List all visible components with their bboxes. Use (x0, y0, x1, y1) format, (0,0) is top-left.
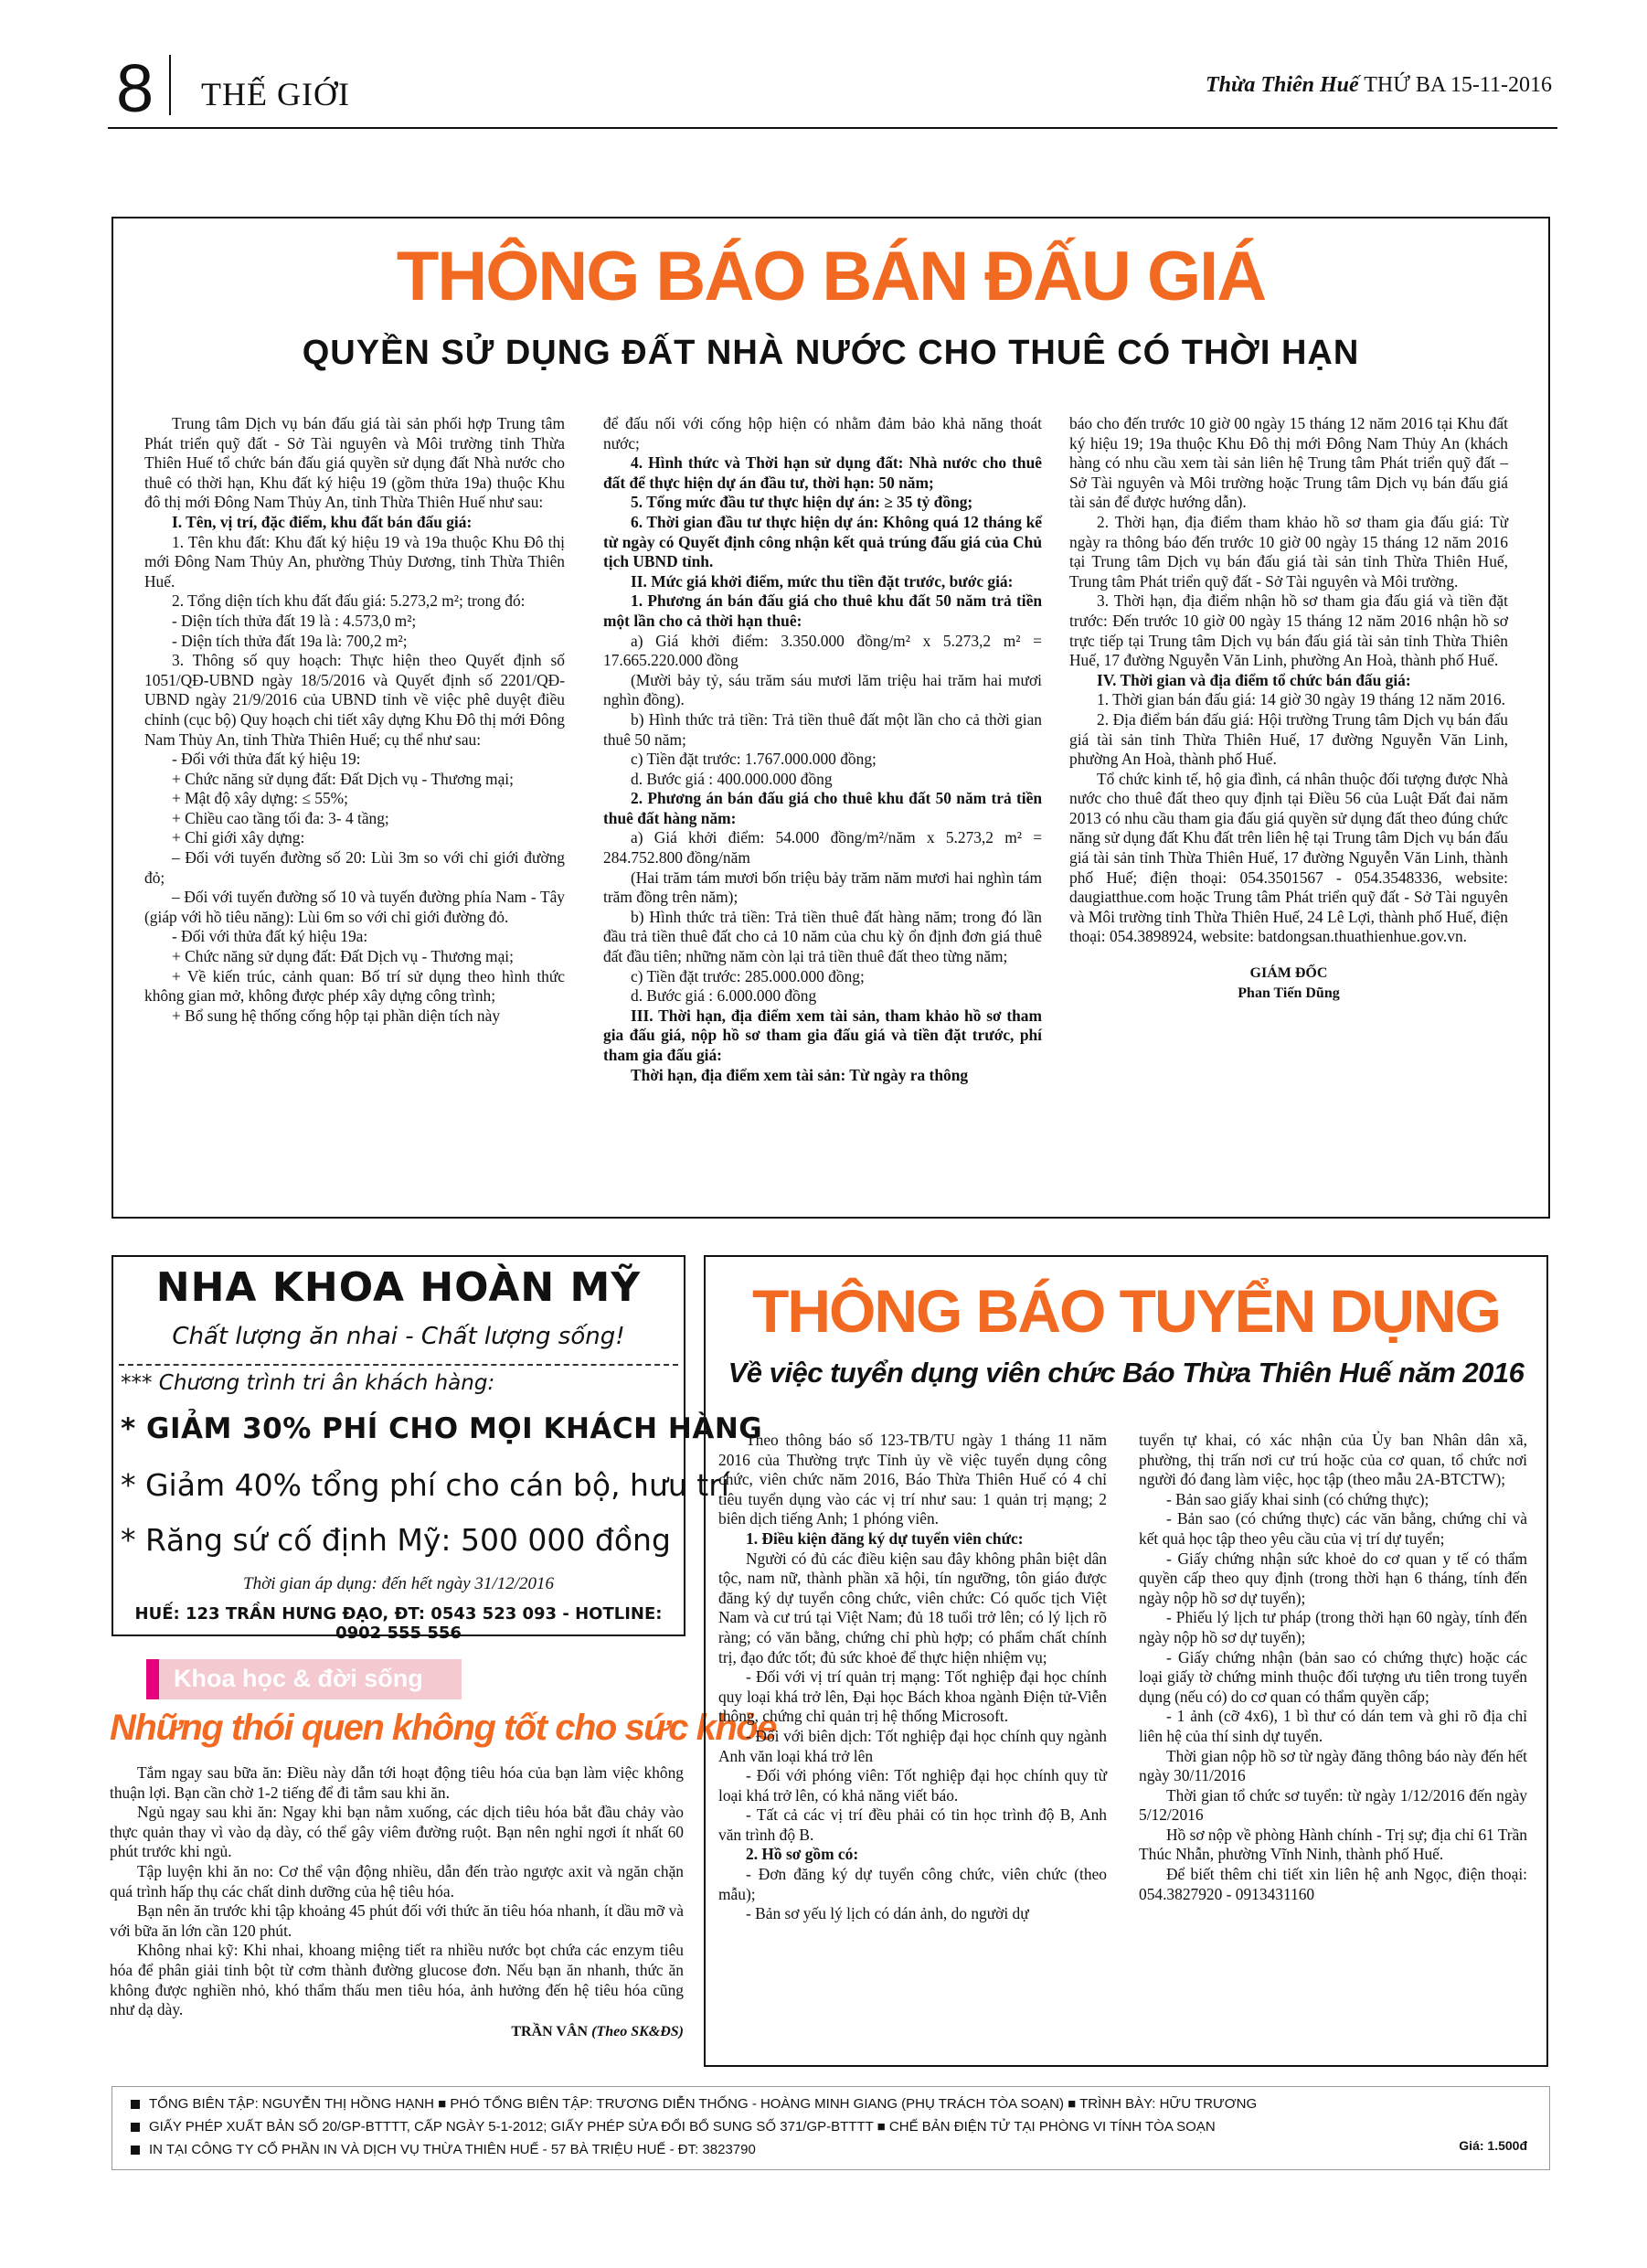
paragraph: để đấu nối với cống hộp hiện có nhằm đảm bảo khả năng thoát nước; (603, 414, 1042, 453)
paragraph: - Tất cả các vị trí đều phải có tin học trình độ B, Anh văn trình độ B. (718, 1805, 1107, 1844)
health-title: Những thói quen không tốt cho sức khỏe (110, 1708, 776, 1748)
paragraph: 5. Tổng mức đầu tư thực hiện dự án: ≥ 35 tỷ đồng; (631, 493, 973, 512)
paragraph: 6. Thời gian đầu tư thực hiện dự án: Không quá 12 tháng kể từ ngày có Quyết định công nhận kết quả trúng đấu giá của Chủ tịch UBND tỉnh. (603, 512, 1042, 571)
page-number: 8 (116, 50, 154, 126)
recruit-col-1 (718, 1431, 1107, 1924)
paragraph: (Hai trăm tám mươi bốn triệu bảy trăm năm mươi hai nghìn tám trăm đồng trên năm); (603, 868, 1042, 907)
auction-subtitle-wrap (112, 333, 1550, 373)
paragraph: 3. Thông số quy hoạch: Thực hiện theo Quyết định số 1051/QĐ-UBND ngày 18/5/2016 và Quyết định số 2201/QĐ-UBND ngày 21/9/2016 của UBND tỉnh về việc phê duyệt điều chỉnh (cục bộ) Quy hoạch chi tiết xây dựng Khu Đô thị mới Đông Nam Thủy An, tỉnh Thừa Thiên Huế; cụ thể như sau: (144, 651, 565, 749)
paragraph: Người có đủ các điều kiện sau đây không phân biệt dân tộc, nam nữ, thành phần xã hội, tín ngưỡng, tôn giáo được đăng ký dự tuyển công chức, viên chức: Có quốc tịch Việt Nam và cư trú tại Việt Nam; đủ 18 tuổi trở lên; có lý lịch rõ ràng; có văn bằng, chứng chỉ phù hợp; có phẩm chất chính trị, đạo đức tốt; đủ sức khoẻ để thực hiện nhiệm vụ; (718, 1549, 1107, 1666)
paragraph: 1. Tên khu đất: Khu đất ký hiệu 19 và 19a thuộc Khu Đô thị mới Đông Nam Thủy An, phường Thủy Dương, tỉnh Thừa Thiên Huế. (144, 532, 565, 591)
paragraph: + Bổ sung hệ thống cống hộp tại phần diện tích này (172, 1006, 501, 1025)
paragraph: + Chức năng sử dụng đất: Đất Dịch vụ - Thương mại; (172, 947, 514, 966)
tag-marker (146, 1659, 159, 1699)
paragraph: (Mười bảy tỷ, sáu trăm sáu mươi lăm triệu hai trăm hai mươi nghìn đồng). (603, 670, 1042, 709)
signature-title: GIÁM ĐỐC (1249, 965, 1328, 982)
paragraph: 2. Địa điểm bán đấu giá: Hội trường Trung tâm Dịch vụ bán đấu giá tài sản tỉnh Thừa Thiên Huế, 17 đường Nguyễn Văn Linh, phường An Hoà, thành phố Huế. (1069, 709, 1508, 769)
masthead (1206, 73, 1552, 98)
paragraph: 2. Thời hạn, địa điểm tham khảo hồ sơ tham gia đấu giá: Từ ngày ra thông báo đến trước 10 giờ 00 ngày 15 tháng 12 năm 2016 tại Trung tâm Dịch vụ bán đấu giá tài sản tỉnh Thừa Thiên Huế, Trung tâm Phát triển quỹ đất - Sở Tài nguyên và Môi trường. (1069, 512, 1508, 591)
paragraph: - Đối với thửa đất ký hiệu 19: (172, 750, 361, 769)
paragraph: - Bản sơ yếu lý lịch có dán ảnh, do người dự (746, 1904, 1029, 1923)
paragraph: báo cho đến trước 10 giờ 00 ngày 15 tháng 12 năm 2016 tại Khu đất ký hiệu 19; 19a thuộc Khu Đô thị mới Đông Nam Thủy An (khách hàng có nhu cầu xem tài sản liên hệ Trung tâm Phát triển quỹ đất – Sở Tài nguyên và Môi trường hoặc Trung tâm Dịch vụ bán đấu giá tài sản để được hướng dẫn). (1069, 414, 1508, 512)
heading: I. Tên, vị trí, đặc điểm, khu đất bán đấu giá: (172, 512, 473, 531)
health-body (110, 1763, 684, 2041)
heading: 1. Điều kiện đăng ký dự tuyển viên chức: (746, 1528, 1024, 1548)
paragraph: - Bản sao giấy khai sinh (có chứng thực); (1166, 1489, 1429, 1508)
paragraph: Tổ chức kinh tế, hộ gia đình, cá nhân thuộc đối tượng được Nhà nước cho thuê đất theo quy định tại Điều 56 của Luật Đất đai năm 2013 có nhu cầu tham gia đấu giá quyền sử dụng đất theo đúng chức năng sử dụng đất Khu đất trên liên hệ tại Trung tâm Dịch vụ bán đấu giá tài sản tỉnh Thừa Thiên Huế, 17 đường Nguyễn Văn Linh, thành phố Huế; điện thoại: 054.3501567 - 054.3548336, website: daugiatthue.com hoặc Trung tâm Phát triển quỹ đất - Sở Tài nguyên và Môi trường tỉnh Thừa Thiên Huế, 24 Lê Lợi, thành phố Huế, điện thoại: 054.3898924, website: batdongsan.thuathienhue.gov.vn. (1069, 769, 1508, 946)
paragraph: + Chiều cao tầng tối đa: 3- 4 tầng; (172, 808, 389, 827)
paragraph: 4. Hình thức và Thời hạn sử dụng đất: Nhà nước cho thuê đất để thực hiện dự án đầu tư, thời hạn: 50 năm; (603, 453, 1042, 492)
footer-editors: TỔNG BIÊN TẬP: NGUYỄN THỊ HỒNG HẠNH ■ PHÓ TỔNG BIÊN TẬP: TRƯƠNG DIỄN THỐNG - HOÀNG MINH GIANG (PHỤ TRÁCH TÒA SOẠN) ■ TRÌNH BÀY: HỮU TRƯƠNG (149, 2096, 1258, 2112)
recruit-title-wrap (704, 1278, 1548, 1344)
paragraph: - Đối với thửa đất ký hiệu 19a: (172, 927, 368, 946)
auction-col-2 (603, 414, 1042, 1085)
paragraph: c) Tiền đặt trước: 285.000.000 đồng; (631, 966, 865, 985)
paragraph: Ngủ ngay sau khi ăn: Ngay khi bạn nằm xuống, các dịch tiêu hóa bắt đầu chảy vào thực quản thay vì vào dạ dày, có thể gây viêm đường ruột. Bạn nên nghỉ ngơi ít nhất 60 phút trước khi ngủ. (110, 1803, 684, 1861)
paragraph: - Đơn đăng ký dự tuyển công chức, viên chức (theo mẫu); (718, 1865, 1107, 1903)
section-tag-label: Khoa học & đời sống (174, 1665, 423, 1692)
paragraph: Tập luyện khi ăn no: Cơ thể vận động nhiều, dẫn đến trào ngược axit và ngăn chặn quá trình hấp thụ các chất dinh dưỡng của hệ tiêu hóa. (110, 1861, 684, 1901)
paragraph: - Diện tích thửa đất 19a là: 700,2 m²; (172, 631, 408, 650)
signature-name: Phan Tiến Dũng (1238, 985, 1340, 1001)
paragraph: 3. Thời hạn, địa điểm nhận hồ sơ tham gia đấu giá và tiền đặt trước: Đến trước 10 giờ 00 ngày 15 tháng 12 năm 2016 nhận hồ sơ trực tiếp tại Trung tâm Dịch vụ bán đấu giá tài sản tỉnh Thừa Thiên Huế, 17 đường Nguyễn Văn Linh, phường An Hoà, thành phố Huế. (1069, 591, 1508, 670)
paragraph: Trung tâm Dịch vụ bán đấu giá tài sản phối hợp Trung tâm Phát triển quỹ đất - Sở Tài nguyên và Môi trường tỉnh Thừa Thiên Huế tổ chức bán đấu giá quyền sử dụng đất Nhà nước cho thuê có thời hạn, Khu đất ký hiệu 19 (gồm thửa 19a) thuộc Khu đô thị mới Đông Nam Thủy An, tỉnh Thừa Thiên Huế như sau: (144, 414, 565, 512)
paragraph: - Đối với biên dịch: Tốt nghiệp đại học chính quy ngành Anh văn loại khá trở lên (718, 1726, 1107, 1765)
issue-date: THỨ BA 15-11-2016 (1364, 73, 1552, 97)
byline: TRẦN VÂN (511, 2023, 589, 2039)
heading: III. Thời hạn, địa điểm xem tài sản, tham khảo hồ sơ tham gia đấu giá, nộp hồ sơ tham gia đấu giá và tiền đặt trước, phí tham gia đấu giá: (603, 1006, 1042, 1064)
paragraph: - Đối với phóng viên: Tốt nghiệp đại học chính quy từ loại khá trở lên, có khả năng viết báo. (718, 1766, 1107, 1805)
dental-validity: Thời gian áp dụng: đến hết ngày 31/12/2016 (243, 1574, 554, 1593)
footer-license: GIẤY PHÉP XUẤT BẢN SỐ 20/GP-BTTTT, CẤP NGÀY 5-1-2012; GIẤY PHÉP SỬA ĐỔI BỔ SUNG SỐ 371/GP-BTTTT ■ CHẾ BẢN ĐIỆN TỬ TẠI PHÒNG VI TÍNH TÒA SOẠN (149, 2119, 1216, 2135)
section-name: THẾ GIỚI (201, 76, 350, 112)
paragraph: Không nhai kỹ: Khi nhai, khoang miệng tiết ra nhiều nước bọt chứa các enzym tiêu hóa để phân giải tinh bột từ cơm thành đường glucose đơn. Nếu bạn ăn nhanh, thức ăn không được nghiền nhỏ, khó thẩm thấu men tiêu hóa, ảnh hưởng đến hệ tiêu hóa cũng như dạ dày. (110, 1941, 684, 2019)
dental-slogan: Chất lượng ăn nhai - Chất lượng sống! (172, 1323, 625, 1350)
footer (112, 2086, 1550, 2170)
dental-offer-1: * GIẢM 30% PHÍ CHO MỌI KHÁCH HÀNG (121, 1412, 763, 1445)
paragraph: Thời hạn, địa điểm xem tài sản: Từ ngày ra thông (631, 1065, 969, 1084)
paragraph: Để biết thêm chi tiết xin liên hệ anh Ngọc, điện thoại: 054.3827920 - 0913431160 (1139, 1865, 1527, 1903)
section-tag (146, 1659, 462, 1699)
dental-program: *** Chương trình tri ân khách hàng: (121, 1371, 495, 1395)
recruit-subtitle: Về việc tuyển dụng viên chức Báo Thừa Thiên Huế năm 2016 (728, 1357, 1525, 1389)
auction-title-wrap (112, 240, 1550, 314)
paragraph: Bạn nên ăn trước khi tập khoảng 45 phút đối với thức ăn tiêu hóa nhanh, ít dầu mỡ và với bữa ăn lớn cần 120 phút. (110, 1901, 684, 1940)
dental-offer-2: * Giảm 40% tổng phí cho cán bộ, hưu trí (121, 1467, 729, 1503)
paragraph: tuyển tự khai, có xác nhận của Ủy ban Nhân dân xã, phường, thị trấn nơi cư trú hoặc của cơ quan, tổ chức nơi người đó đang làm việc, học tập (theo mẫu 2A-BTCTW); (1139, 1431, 1527, 1489)
paragraph: – Đối với tuyến đường số 10 và tuyến đường phía Nam - Tây (giáp với hồ tiêu năng): Lùi 6m so với chỉ giới đường đỏ. (144, 888, 565, 926)
paragraph: b) Hình thức trả tiền: Trả tiền thuê đất một lần cho cả thời gian thuê 50 năm; (603, 709, 1042, 749)
paragraph: + Về kiến trúc, cảnh quan: Bố trí sử dụng theo hình thức không gian mở, không được phép xây dựng công trình; (144, 966, 565, 1006)
auction-title: THÔNG BÁO BÁN ĐẤU GIÁ (396, 238, 1266, 315)
auction-subtitle: QUYỀN SỬ DỤNG ĐẤT NHÀ NƯỚC CHO THUÊ CÓ THỜI HẠN (302, 334, 1360, 372)
footer-printer: IN TẠI CÔNG TY CỔ PHẦN IN VÀ DỊCH VỤ THỪA THIÊN HUẾ - 57 BÀ TRIỆU HUẾ - ĐT: 3823790 (149, 2142, 756, 2157)
price: Giá: 1.500đ (1459, 2138, 1527, 2153)
dental-contact: HUẾ: 123 TRẦN HƯNG ĐẠO, ĐT: 0543 523 093 - HOTLINE: 0902 555 556 (134, 1604, 663, 1643)
paragraph: - 1 ảnh (cỡ 4x6), 1 bì thư có dán tem và ghi rõ địa chỉ liên hệ của thí sinh dự tuyển. (1139, 1707, 1527, 1745)
paragraph: Tắm ngay sau bữa ăn: Điều này dẫn tới hoạt động tiêu hóa của bạn làm việc không thuận lợi. Bạn cần chờ 1-2 tiếng để đi tắm sau khi ăn. (110, 1763, 684, 1802)
paragraph: + Chức năng sử dụng đất: Đất Dịch vụ - Thương mại; (172, 769, 514, 788)
paragraph: - Giấy chứng nhận (bản sao có chứng thực) hoặc các loại giấy tờ chứng minh thuộc đối tượng ưu tiên trong tuyển dụng (nếu có) do cơ quan có thẩm quyền cấp; (1139, 1647, 1527, 1706)
paragraph: 1. Thời gian bán đấu giá: 14 giờ 30 ngày 19 tháng 12 năm 2016. (1097, 690, 1505, 709)
paragraph: - Bản sao (có chứng thực) các văn bằng, chứng chỉ và kết quả học tập theo yêu cầu của vị trí dự tuyển; (1139, 1509, 1527, 1548)
paragraph: - Phiếu lý lịch tư pháp (trong thời hạn 60 ngày, tính đến ngày nộp hồ sơ dự tuyển); (1139, 1608, 1527, 1646)
footer-line-1 (131, 2092, 1257, 2115)
paragraph: a) Giá khởi điểm: 3.350.000 đồng/m² x 5.273,2 m² = 17.665.220.000 đồng (603, 631, 1042, 670)
paragraph: 2. Tổng diện tích khu đất đấu giá: 5.273,2 m²; trong đó: (172, 591, 526, 611)
header-rule (108, 127, 1557, 129)
heading: IV. Thời gian và địa điểm tổ chức bán đấu giá: (1097, 670, 1411, 689)
paragraph: Theo thông báo số 123-TB/TU ngày 1 tháng 11 năm 2016 của Thường trực Tỉnh ủy về việc tuyển dụng công chức, viên chức năm 2016, Báo Thừa Thiên Huế có 4 chỉ tiêu tuyển dụng vào các vị trí như sau: 1 quản trị mạng; 2 biên dịch tiếng Anh; 1 phóng viên. (718, 1431, 1107, 1528)
recruit-col-2 (1139, 1431, 1527, 1904)
paragraph: d. Bước giá : 6.000.000 đồng (631, 986, 817, 1006)
dental-title: NHA KHOA HOÀN MỸ (155, 1264, 642, 1311)
heading: 1. Phương án bán đấu giá cho thuê khu đất 50 năm trả tiền một lần cho cả thời hạn thuê: (603, 591, 1042, 630)
paragraph: d. Bước giá : 400.000.000 đồng (631, 769, 833, 788)
paragraph: - Đối với vị trí quản trị mạng: Tốt nghiệp đại học chính quy loại khá trở lên, Đại học Bách khoa ngành Điện tử-Viễn thông, chứng chỉ quản trị hệ thống Microsoft. (718, 1667, 1107, 1726)
footer-line-3 (131, 2138, 1257, 2161)
header-divider (169, 55, 171, 115)
paragraph: a) Giá khởi điểm: 54.000 đồng/m²/năm x 5.273,2 m² = 284.752.800 đồng/năm (603, 828, 1042, 868)
paragraph: Hồ sơ nộp về phòng Hành chính - Trị sự; địa chỉ 61 Trần Thúc Nhẫn, phường Vĩnh Ninh, thành phố Huế. (1139, 1825, 1527, 1864)
paragraph: – Đối với tuyến đường số 20: Lùi 3m so với chỉ giới đường đỏ; (144, 848, 565, 887)
dental-offer-3: * Răng sứ cố định Mỹ: 500 000 đồng (121, 1522, 671, 1558)
paragraph: Thời gian nộp hồ sơ từ ngày đăng thông báo này đến hết ngày 30/11/2016 (1139, 1746, 1527, 1785)
footer-line-2 (131, 2115, 1257, 2138)
dental-divider (119, 1364, 678, 1366)
heading: 2. Phương án bán đấu giá cho thuê khu đất 50 năm trả tiền thuê đất hàng năm: (603, 789, 1042, 827)
recruit-subtitle-wrap (704, 1357, 1548, 1390)
paragraph: c) Tiền đặt trước: 1.767.000.000 đồng; (631, 750, 877, 769)
heading: II. Mức giá khởi điểm, mức thu tiền đặt trước, bước giá: (631, 571, 1014, 591)
source: (Theo SK&ĐS) (591, 2023, 684, 2039)
paragraph: + Mật độ xây dựng: ≤ 55%; (172, 789, 349, 808)
recruit-title: THÔNG BÁO TUYỂN DỤNG (752, 1277, 1500, 1345)
heading: 2. Hồ sơ gồm có: (746, 1845, 859, 1864)
paragraph: - Diện tích thửa đất 19 là : 4.573,0 m²; (172, 611, 417, 630)
paragraph: - Giấy chứng nhận sức khoẻ do cơ quan y tế có thẩm quyền cấp theo quy định (trong thời hạn 6 tháng, tính đến ngày nộp hồ sơ dự tuyển); (1139, 1549, 1527, 1607)
paragraph: + Chỉ giới xây dựng: (172, 828, 305, 847)
auction-col-3 (1069, 414, 1508, 1003)
auction-col-1 (144, 414, 565, 1026)
paragraph: Thời gian tổ chức sơ tuyển: từ ngày 1/12/2016 đến ngày 5/12/2016 (1139, 1785, 1527, 1825)
paper-name: Thừa Thiên Huế (1205, 73, 1359, 97)
paragraph: b) Hình thức trả tiền: Trả tiền thuê đất hàng năm; trong đó lần đầu trả tiền thuê đất cho cả 10 năm của chu kỳ ổn định đơn giá thuê đất đầu tiên; những năm còn lại trả tiền thuê đất theo từng năm; (603, 907, 1042, 966)
